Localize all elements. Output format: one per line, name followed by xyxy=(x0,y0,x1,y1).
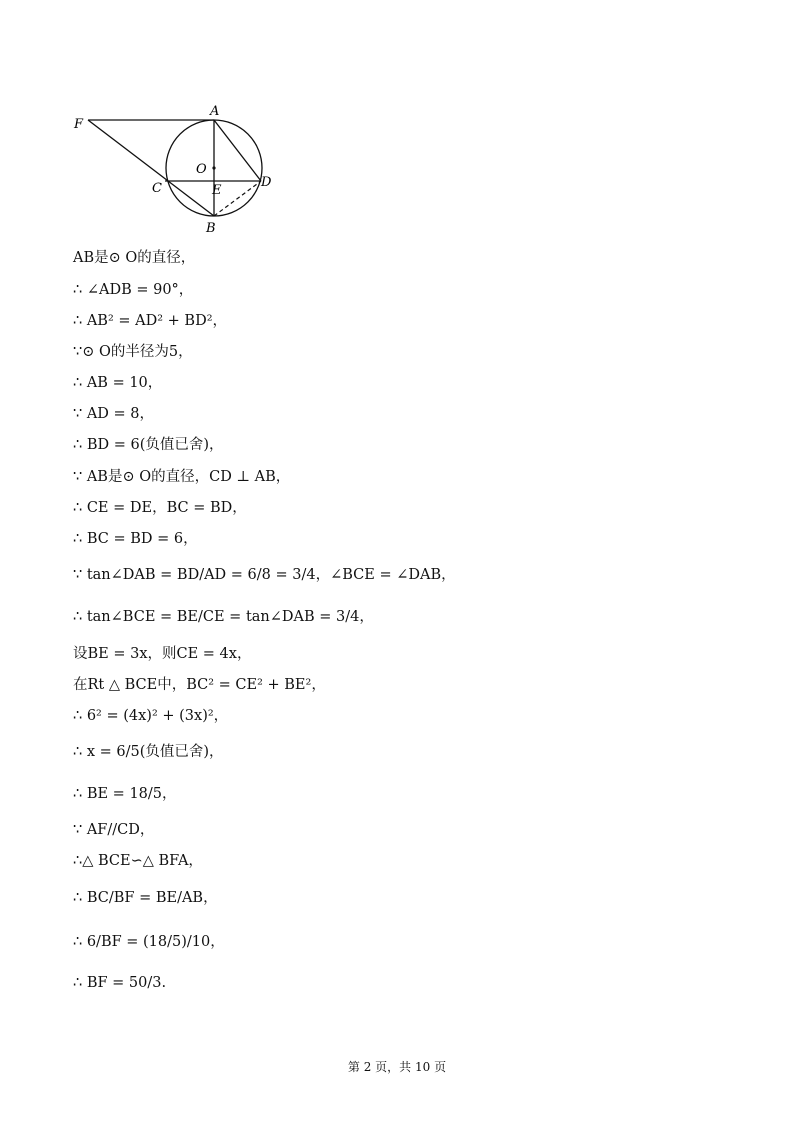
label-d: D xyxy=(261,175,272,190)
solution-line-11: ∵ tan∠DAB = BD/AD = 6/8 = 3/4，∠BCE = ∠DAB， xyxy=(73,567,456,583)
geometry-figure xyxy=(70,100,290,240)
label-c: C xyxy=(152,181,162,196)
solution-line-2: ∴ ∠ADB = 90°， xyxy=(73,282,194,298)
solution-line-14: 在Rt △ BCE中，BC² = CE² + BE²， xyxy=(73,677,326,693)
solution-line-9: ∴ CE = DE，BC = BD， xyxy=(73,500,247,516)
solution-line-15: ∴ 6² = (4x)² + (3x)²， xyxy=(73,708,229,724)
solution-line-10: ∴ BC = BD = 6， xyxy=(73,531,198,547)
solution-line-7: ∴ BD = 6(负值已舍)， xyxy=(73,437,224,453)
solution-line-21: ∴ 6/BF = (18/5)/10， xyxy=(73,934,225,950)
label-o: O xyxy=(196,162,207,177)
solution-line-5: ∴ AB = 10， xyxy=(73,375,163,391)
solution-line-6: ∵ AD = 8， xyxy=(73,406,155,422)
solution-line-13: 设BE = 3x，则CE = 4x， xyxy=(73,646,252,662)
segment-ad xyxy=(214,120,261,181)
label-e: E xyxy=(212,183,222,198)
solution-line-18: ∵ AF//CD， xyxy=(73,822,155,838)
solution-line-1: AB是⊙ O的直径， xyxy=(73,250,196,266)
center-point-o xyxy=(212,166,215,169)
label-f: F xyxy=(74,117,84,132)
solution-line-17: ∴ BE = 18/5， xyxy=(73,786,177,802)
label-b: B xyxy=(206,221,216,236)
solution-line-3: ∴ AB² = AD² + BD²， xyxy=(73,313,228,329)
solution-line-8: ∵ AB是⊙ O的直径，CD ⊥ AB， xyxy=(73,469,291,485)
solution-line-19: ∴△ BCE∽△ BFA， xyxy=(73,853,203,869)
solution-line-12: ∴ tan∠BCE = BE/CE = tan∠DAB = 3/4， xyxy=(73,609,374,625)
label-a: A xyxy=(210,104,220,119)
solution-line-22: ∴ BF = 50/3. xyxy=(73,975,167,991)
solution-line-20: ∴ BC/BF = BE/AB， xyxy=(73,890,218,906)
page-footer: 第 2 页，共 10 页 xyxy=(347,1060,447,1074)
solution-line-4: ∵⊙ O的半径为5， xyxy=(73,344,193,360)
solution-line-16: ∴ x = 6/5(负值已舍)， xyxy=(73,744,224,760)
